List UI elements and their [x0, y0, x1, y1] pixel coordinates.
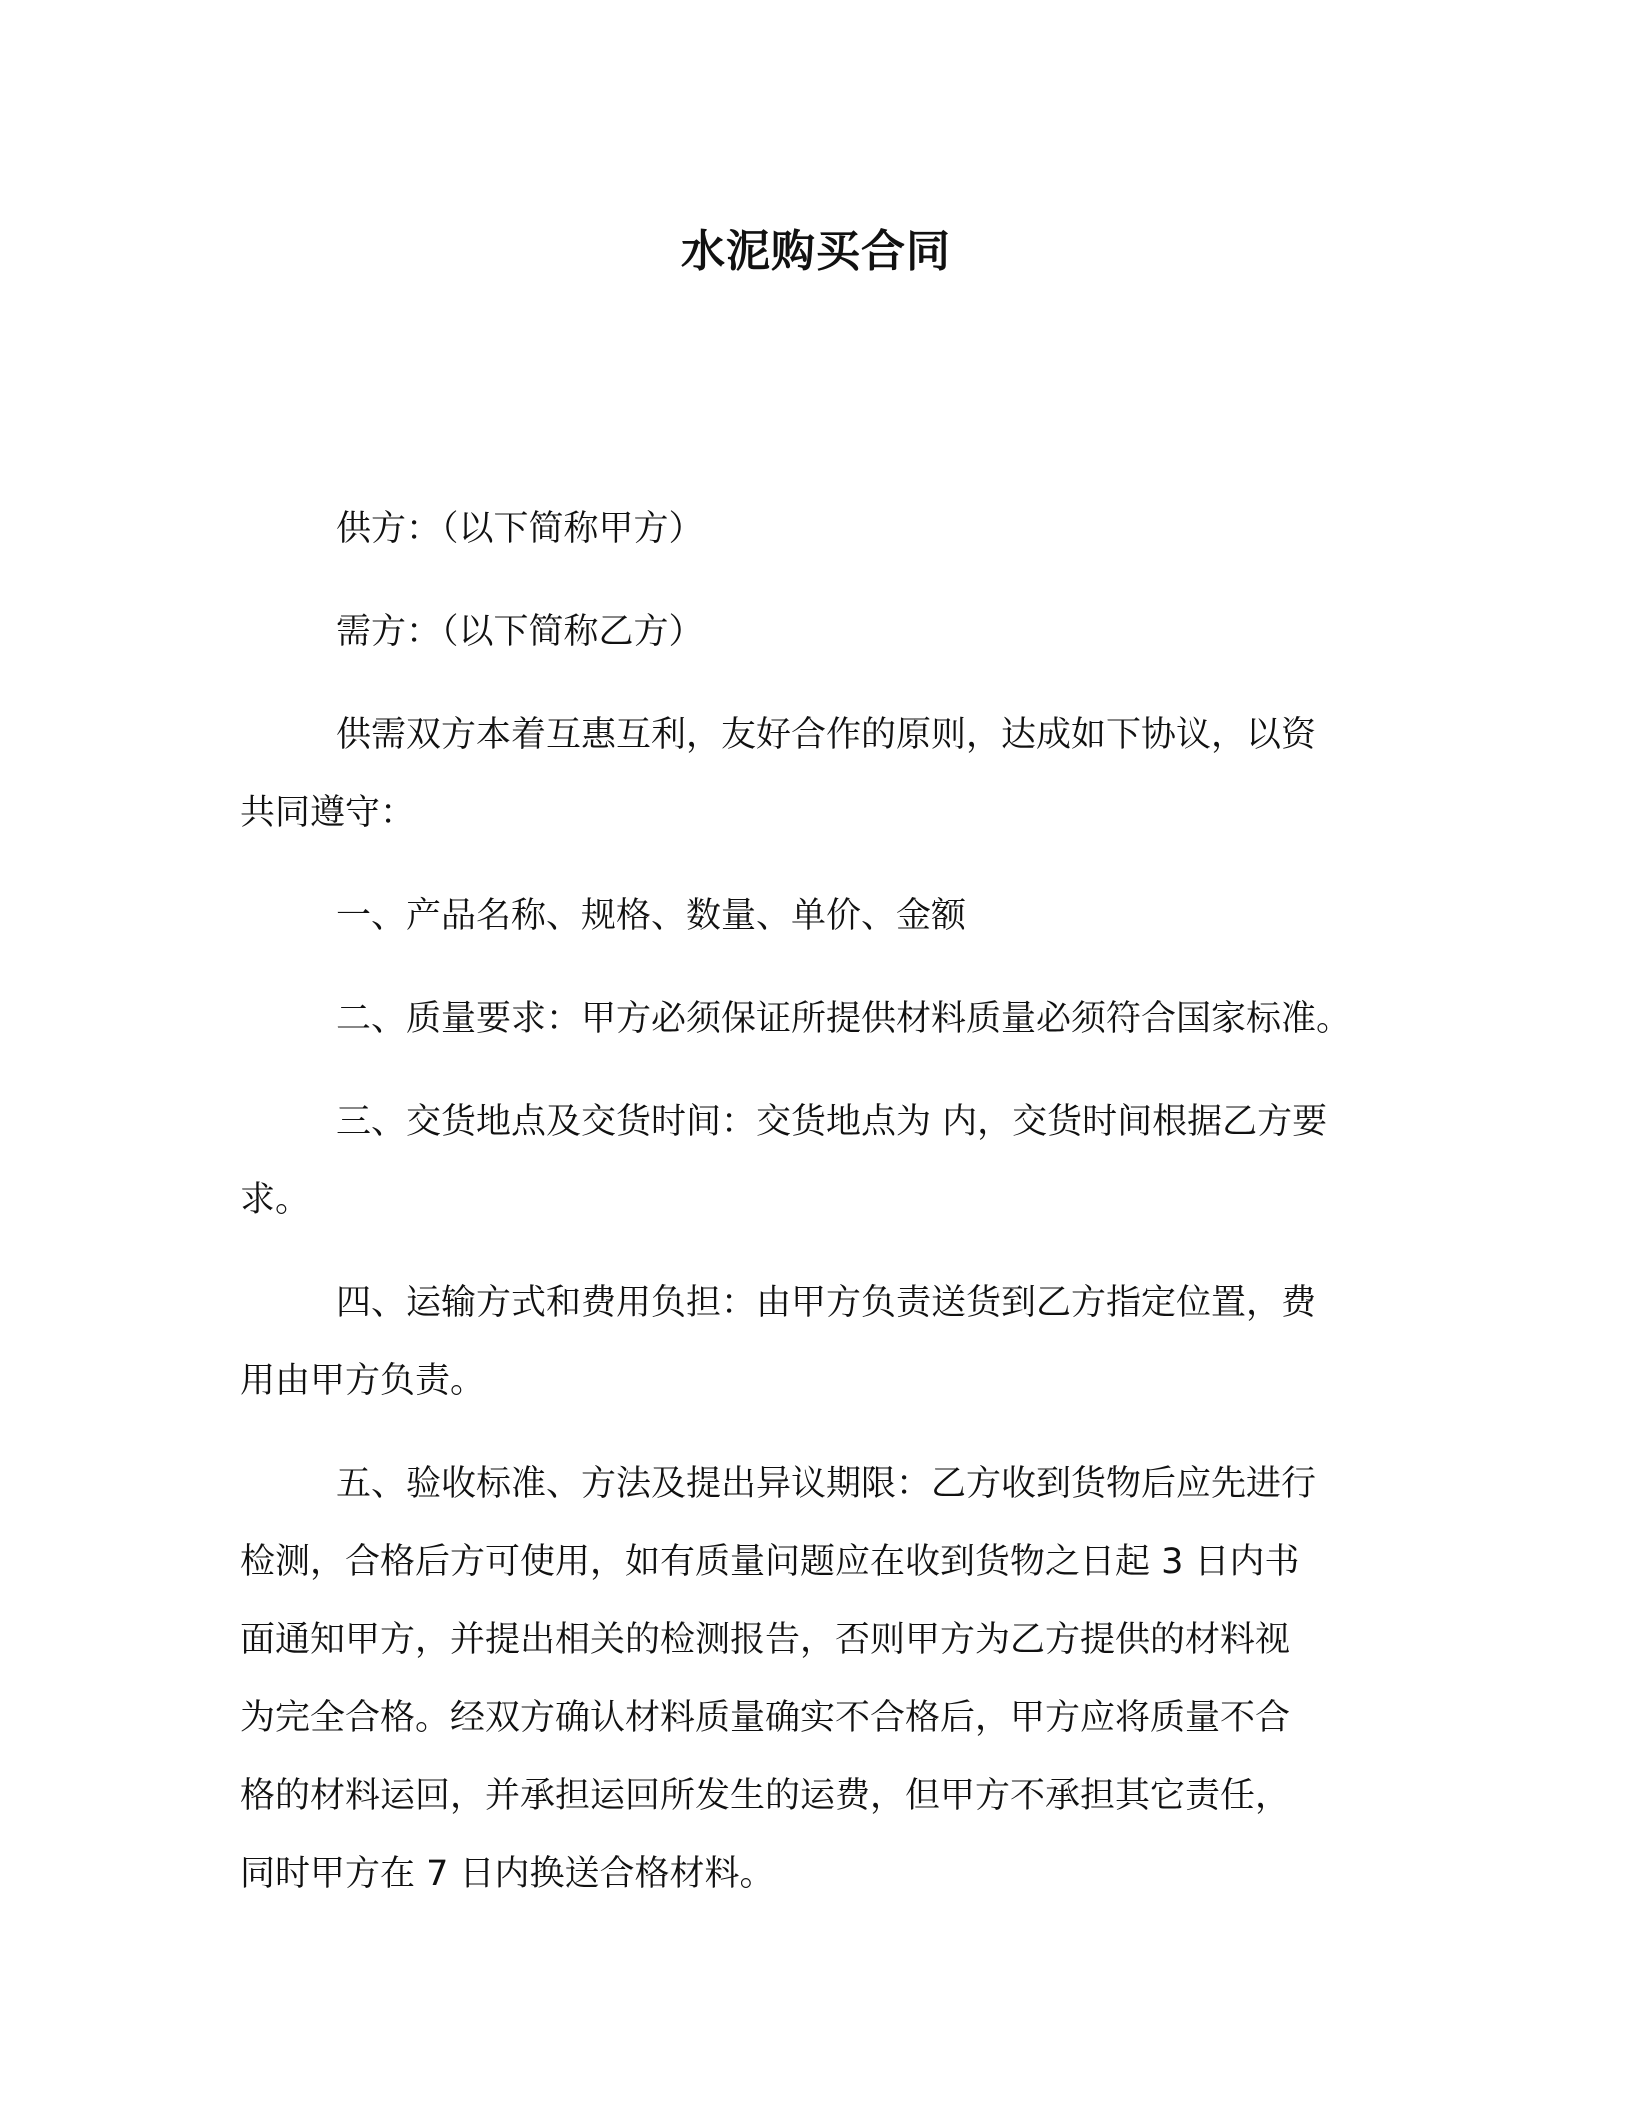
intro-line-2: 共同遵守：: [240, 793, 416, 833]
clause-3: [240, 1083, 1392, 1239]
clause-5-line-6: 同时甲方在 7 日内换送合格材料。: [240, 1854, 775, 1894]
clause-2: 二、质量要求：甲方必须保证所提供材料质量必须符合国家标准。: [336, 999, 1352, 1039]
clause-3-line-2: 求。: [240, 1180, 311, 1220]
document-title: 水泥购买合同: [681, 226, 951, 277]
clause-4-line-1: 四、运输方式和费用负担：由甲方负责送货到乙方指定位置，费: [336, 1283, 1317, 1323]
clause-5-line-3: 面通知甲方，并提出相关的检测报告，否则甲方为乙方提供的材料视: [240, 1620, 1291, 1660]
clause-5-line-2: 检测，合格后方可使用，如有质量问题应在收到货物之日起 3 日内书: [240, 1542, 1300, 1582]
supplier-line: 供方：（以下简称甲方）: [336, 509, 704, 549]
clause-1: 一、产品名称、规格、数量、单价、金额: [336, 896, 967, 936]
clause-5: [240, 1445, 1392, 1913]
clause-3-line-1: 三、交货地点及交货时间：交货地点为 内，交货时间根据乙方要: [336, 1102, 1328, 1142]
clause-5-line-1: 五、验收标准、方法及提出异议期限：乙方收到货物后应先进行: [336, 1464, 1317, 1504]
buyer-line: 需方：（以下简称乙方）: [336, 612, 704, 652]
clause-5-line-4: 为完全合格。经双方确认材料质量确实不合格后，甲方应将质量不合: [240, 1698, 1291, 1738]
clause-4: [240, 1264, 1392, 1420]
intro-paragraph: [240, 696, 1392, 852]
clause-4-line-2: 用由甲方负责。: [240, 1361, 486, 1401]
intro-line-1: 供需双方本着互惠互利，友好合作的原则，达成如下协议，以资: [336, 715, 1317, 755]
clause-5-line-5: 格的材料运回，并承担运回所发生的运费，但甲方不承担其它责任，: [240, 1776, 1291, 1816]
document-body: [240, 490, 1392, 1913]
